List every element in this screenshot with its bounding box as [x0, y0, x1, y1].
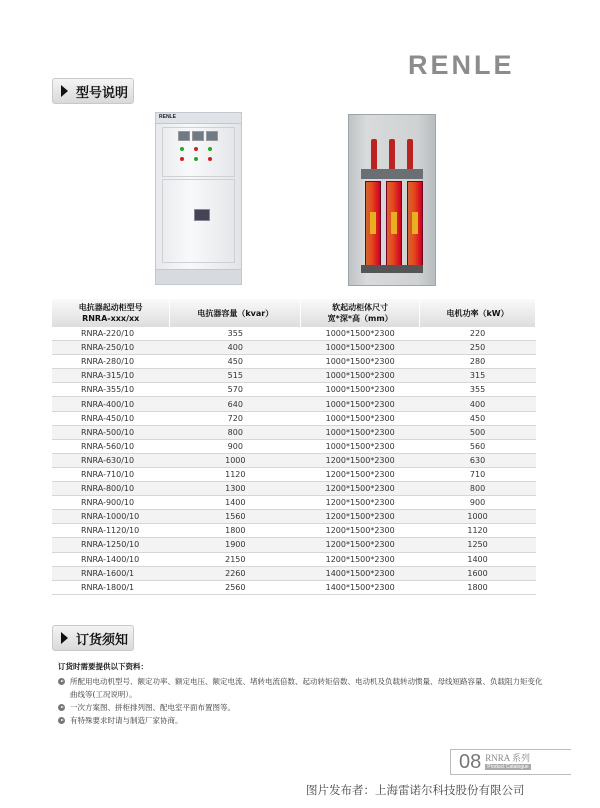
cell-dimensions: 1000*1500*2300	[301, 439, 420, 453]
cell-model: RNRA-800/10	[52, 482, 170, 496]
cell-dimensions: 1200*1500*2300	[301, 496, 420, 510]
cell-capacity: 400	[170, 341, 301, 355]
table-row	[52, 538, 536, 552]
table-row	[52, 439, 536, 453]
cell-motor-power: 355	[420, 383, 536, 397]
cell-model: RNRA-500/10	[52, 425, 170, 439]
cell-capacity: 570	[170, 383, 301, 397]
cell-model: RNRA-315/10	[52, 369, 170, 383]
table-header-row	[52, 299, 536, 327]
cell-model: RNRA-1400/10	[52, 552, 170, 566]
cell-capacity: 900	[170, 439, 301, 453]
page-footer	[450, 749, 571, 775]
cell-model: RNRA-1000/10	[52, 510, 170, 524]
cell-model: RNRA-1800/1	[52, 580, 170, 594]
arrow-icon	[61, 85, 68, 97]
cell-motor-power: 800	[420, 482, 536, 496]
cell-dimensions: 1200*1500*2300	[301, 524, 420, 538]
reactor-photo	[348, 114, 436, 286]
cell-model: RNRA-400/10	[52, 397, 170, 411]
cell-capacity: 1800	[170, 524, 301, 538]
cell-motor-power: 560	[420, 439, 536, 453]
table-row	[52, 327, 536, 341]
cell-motor-power: 1120	[420, 524, 536, 538]
cell-model: RNRA-450/10	[52, 411, 170, 425]
cell-model: RNRA-900/10	[52, 496, 170, 510]
cell-motor-power: 1000	[420, 510, 536, 524]
cell-motor-power: 450	[420, 411, 536, 425]
cell-capacity: 1900	[170, 538, 301, 552]
section-title: 订货须知	[76, 632, 129, 648]
cell-motor-power: 315	[420, 369, 536, 383]
cell-capacity: 2260	[170, 566, 301, 580]
table-row	[52, 425, 536, 439]
cell-motor-power: 280	[420, 355, 536, 369]
publisher-caption: 图片发布者：上海雷诺尔科技股份有限公司	[306, 783, 525, 797]
cell-dimensions: 1000*1500*2300	[301, 425, 420, 439]
table-row	[52, 524, 536, 538]
cabinet-brand: RENLE	[159, 114, 176, 120]
cell-model: RNRA-220/10	[52, 327, 170, 341]
table-row	[52, 482, 536, 496]
cell-capacity: 515	[170, 369, 301, 383]
arrow-icon	[61, 632, 68, 644]
cell-dimensions: 1000*1500*2300	[301, 341, 420, 355]
cell-capacity: 720	[170, 411, 301, 425]
cell-dimensions: 1400*1500*2300	[301, 566, 420, 580]
cell-dimensions: 1000*1500*2300	[301, 327, 420, 341]
section-heading-model	[52, 78, 134, 104]
cell-dimensions: 1200*1500*2300	[301, 538, 420, 552]
cabinet-photo	[155, 112, 242, 285]
cell-motor-power: 1250	[420, 538, 536, 552]
catalogue-label: Product Catalogue	[487, 764, 529, 770]
cell-model: RNRA-710/10	[52, 467, 170, 481]
bullet-icon	[58, 717, 65, 724]
table-row	[52, 510, 536, 524]
page-number: 08	[459, 750, 482, 773]
cell-model: RNRA-280/10	[52, 355, 170, 369]
cell-model: RNRA-355/10	[52, 383, 170, 397]
brand-logo: RENLE	[408, 50, 515, 80]
cell-capacity: 2560	[170, 580, 301, 594]
cell-model: RNRA-250/10	[52, 341, 170, 355]
cell-model: RNRA-560/10	[52, 439, 170, 453]
bullet-icon	[58, 678, 65, 685]
table-row	[52, 341, 536, 355]
cell-motor-power: 250	[420, 341, 536, 355]
bullet-icon	[58, 704, 65, 711]
cell-model: RNRA-630/10	[52, 453, 170, 467]
cell-dimensions: 1000*1500*2300	[301, 369, 420, 383]
cell-dimensions: 1200*1500*2300	[301, 453, 420, 467]
table-row	[52, 383, 536, 397]
cell-dimensions: 1200*1500*2300	[301, 552, 420, 566]
cell-dimensions: 1000*1500*2300	[301, 355, 420, 369]
cell-dimensions: 1000*1500*2300	[301, 411, 420, 425]
note-item: 一次方案图、拼柜排列图、配电室平面布置图等。	[58, 701, 548, 714]
cell-capacity: 1300	[170, 482, 301, 496]
cell-motor-power: 220	[420, 327, 536, 341]
cell-model: RNRA-1120/10	[52, 524, 170, 538]
header-capacity: 电抗器容量（kvar）	[170, 299, 301, 327]
table-row	[52, 496, 536, 510]
table-row	[52, 580, 536, 594]
cell-capacity: 1560	[170, 510, 301, 524]
table-row	[52, 411, 536, 425]
cell-motor-power: 1600	[420, 566, 536, 580]
cell-capacity: 640	[170, 397, 301, 411]
header-motor-power: 电机功率（kW）	[420, 299, 536, 327]
table-row	[52, 467, 536, 481]
cell-dimensions: 1400*1500*2300	[301, 580, 420, 594]
cell-dimensions: 1200*1500*2300	[301, 510, 420, 524]
cell-motor-power: 630	[420, 453, 536, 467]
cell-capacity: 2150	[170, 552, 301, 566]
note-item: 有特殊要求时请与制造厂家协商。	[58, 714, 548, 727]
cell-dimensions: 1200*1500*2300	[301, 467, 420, 481]
header-model: 电抗器起动柜型号 RNRA-xxx/xx	[52, 299, 170, 327]
section-title: 型号说明	[76, 85, 129, 101]
spec-table	[52, 299, 536, 595]
ordering-notes	[58, 660, 548, 727]
cell-capacity: 1400	[170, 496, 301, 510]
cell-model: RNRA-1600/1	[52, 566, 170, 580]
series-label: RNRA 系列	[485, 753, 531, 763]
cell-dimensions: 1000*1500*2300	[301, 383, 420, 397]
cell-dimensions: 1200*1500*2300	[301, 482, 420, 496]
table-row	[52, 453, 536, 467]
cell-capacity: 1120	[170, 467, 301, 481]
table-row	[52, 355, 536, 369]
cell-motor-power: 1800	[420, 580, 536, 594]
cell-motor-power: 900	[420, 496, 536, 510]
table-row	[52, 397, 536, 411]
table-row	[52, 566, 536, 580]
table-row	[52, 369, 536, 383]
cell-motor-power: 500	[420, 425, 536, 439]
note-item: 所配用电动机型号、额定功率、额定电压、额定电流、堵转电流倍数、起动转矩倍数、电动机及负载转动惯量、母线短路容量、负载阻力矩变化曲线等(工况说明）。	[58, 675, 548, 701]
table-row	[52, 552, 536, 566]
cell-capacity: 800	[170, 425, 301, 439]
section-heading-ordering	[52, 625, 134, 651]
notes-title: 订货时需要提供以下资料：	[58, 662, 148, 671]
cell-capacity: 355	[170, 327, 301, 341]
header-dimensions: 软起动柜体尺寸 宽*深*高（mm）	[301, 299, 420, 327]
cell-dimensions: 1000*1500*2300	[301, 397, 420, 411]
cell-motor-power: 400	[420, 397, 536, 411]
cell-motor-power: 1400	[420, 552, 536, 566]
cell-motor-power: 710	[420, 467, 536, 481]
cell-capacity: 450	[170, 355, 301, 369]
cell-capacity: 1000	[170, 453, 301, 467]
cell-model: RNRA-1250/10	[52, 538, 170, 552]
